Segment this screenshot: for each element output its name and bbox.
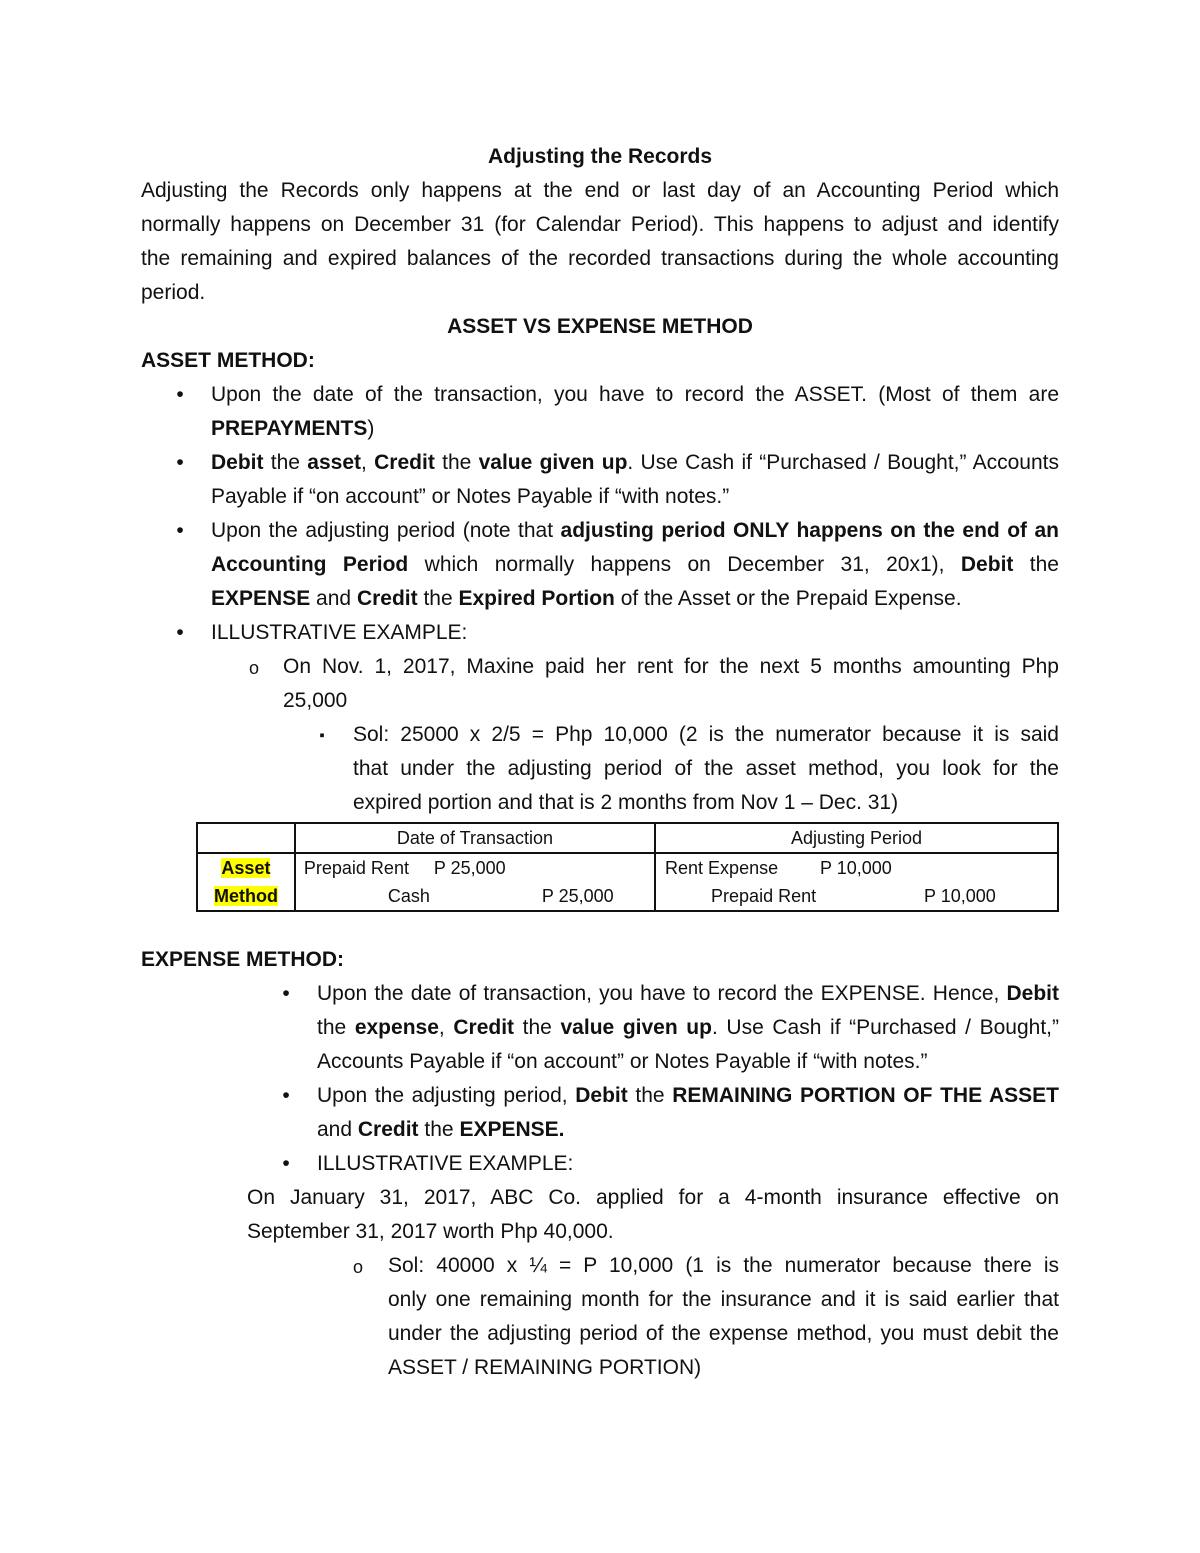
table-corner-cell (197, 823, 295, 853)
entry-amount: P 10,000 (924, 886, 996, 906)
bullet-icon: • (282, 982, 290, 1005)
bullet-icon: • (176, 383, 184, 406)
expense-bullet-1-line-1: Upon the date of transaction, you have to record the EXPENSE. Hence, Debit (317, 982, 1059, 1005)
asset-bullet-2-line-1: Debit the asset, Credit the value given up. Use Cash if “Purchased / Bought,” Accounts (211, 451, 1059, 474)
asset-example-line-2: 25,000 (283, 689, 348, 712)
entry-amount: P 25,000 (433, 858, 506, 878)
entry-account: Rent Expense (665, 858, 779, 878)
bullet-icon: • (176, 621, 184, 644)
intro-line-1: Adjusting the Records only happens at the end or last day of an Accounting Period which (141, 179, 1059, 202)
intro-line-3: the remaining and expired balances of the recorded transactions during the whole accounting (141, 247, 1059, 270)
asset-solution-line-3: expired portion and that is 2 months from Nov 1 – Dec. 31) (353, 791, 899, 814)
date-of-transaction-entry (295, 853, 655, 911)
table-header-adjusting-period: Adjusting Period (655, 823, 1058, 853)
asset-bullet-1-line-2: PREPAYMENTS) (211, 417, 375, 440)
entry-account: Cash (387, 886, 430, 906)
asset-bullet-3-line-1: Upon the adjusting period (note that adjusting period ONLY happens on the end of an (211, 519, 1059, 542)
expense-bullet-1-line-2: the expense, Credit the value given up. Use Cash if “Purchased / Bought,” (317, 1016, 1060, 1039)
asset-bullet-4: ILLUSTRATIVE EXAMPLE: (211, 621, 468, 644)
intro-line-2: normally happens on December 31 (for Calendar Period). This happens to adjust and identify (141, 213, 1059, 236)
asset-bullet-3-line-3: EXPENSE and Credit the Expired Portion of the Asset or the Prepaid Expense. (211, 587, 962, 610)
table-header-row (197, 823, 1058, 853)
journal-entry-table (196, 822, 1059, 912)
method-label-line-1: Asset (221, 858, 271, 878)
method-label-cell (197, 853, 295, 911)
expense-solution-line-1: Sol: 40000 x ¼ = P 10,000 (1 is the numerator because there is (388, 1254, 1059, 1277)
entry-account: Prepaid Rent (711, 886, 817, 906)
method-label-line-2: Method (213, 886, 278, 906)
expense-bullet-2-line-2: and Credit the EXPENSE. (317, 1118, 565, 1141)
entry-amount: P 25,000 (541, 886, 614, 906)
table-header-date-of-transaction: Date of Transaction (295, 823, 655, 853)
entry-account: Prepaid Rent (303, 858, 409, 878)
expense-example-line-1: On January 31, 2017, ABC Co. applied for a 4-month insurance effective on (247, 1186, 1059, 1209)
page-title: Adjusting the Records (487, 145, 713, 168)
expense-bullet-1-line-3: Accounts Payable if “on account” or Notes Payable if “with notes.” (317, 1050, 928, 1073)
bullet-icon: • (282, 1152, 290, 1175)
asset-example-line-1: On Nov. 1, 2017, Maxine paid her rent for the next 5 months amounting Php (283, 655, 1059, 678)
expense-solution-line-4: ASSET / REMAINING PORTION) (388, 1356, 702, 1379)
adjusting-period-entry (655, 853, 1058, 911)
expense-solution-line-3: under the adjusting period of the expense method, you must debit the (388, 1322, 1059, 1345)
asset-method-heading: ASSET METHOD: (141, 349, 315, 372)
expense-example-line-2: September 31, 2017 worth Php 40,000. (247, 1220, 614, 1243)
circle-marker-icon: o (248, 658, 259, 678)
bullet-icon: • (176, 451, 184, 474)
expense-solution-line-2: only one remaining month for the insurance and it is said earlier that (388, 1288, 1059, 1311)
asset-bullet-2-line-2: Payable if “on account” or Notes Payable if “with notes.” (211, 485, 730, 508)
bullet-icon: • (282, 1084, 290, 1107)
bullet-icon: • (176, 519, 184, 542)
asset-bullet-3-line-2: Accounting Period which normally happens on December 31, 20x1), Debit the (211, 553, 1059, 576)
expense-method-heading: EXPENSE METHOD: (141, 948, 345, 971)
expense-bullet-2-line-1: Upon the adjusting period, Debit the REMAINING PORTION OF THE ASSET (317, 1084, 1059, 1107)
entry-amount: P 10,000 (820, 858, 892, 878)
table-row (197, 853, 1058, 911)
intro-line-4: period. (141, 281, 206, 304)
asset-bullet-1-line-1: Upon the date of the transaction, you have to record the ASSET. (Most of them are (211, 383, 1059, 406)
square-marker-icon: ▪ (319, 727, 325, 744)
asset-solution-line-1: Sol: 25000 x 2/5 = Php 10,000 (2 is the numerator because it is said (353, 723, 1059, 746)
expense-bullet-3: ILLUSTRATIVE EXAMPLE: (317, 1152, 574, 1175)
section-subtitle: ASSET VS EXPENSE METHOD (447, 315, 753, 338)
asset-solution-line-2: that under the adjusting period of the asset method, you look for the (353, 757, 1059, 780)
circle-marker-icon: o (352, 1257, 363, 1277)
